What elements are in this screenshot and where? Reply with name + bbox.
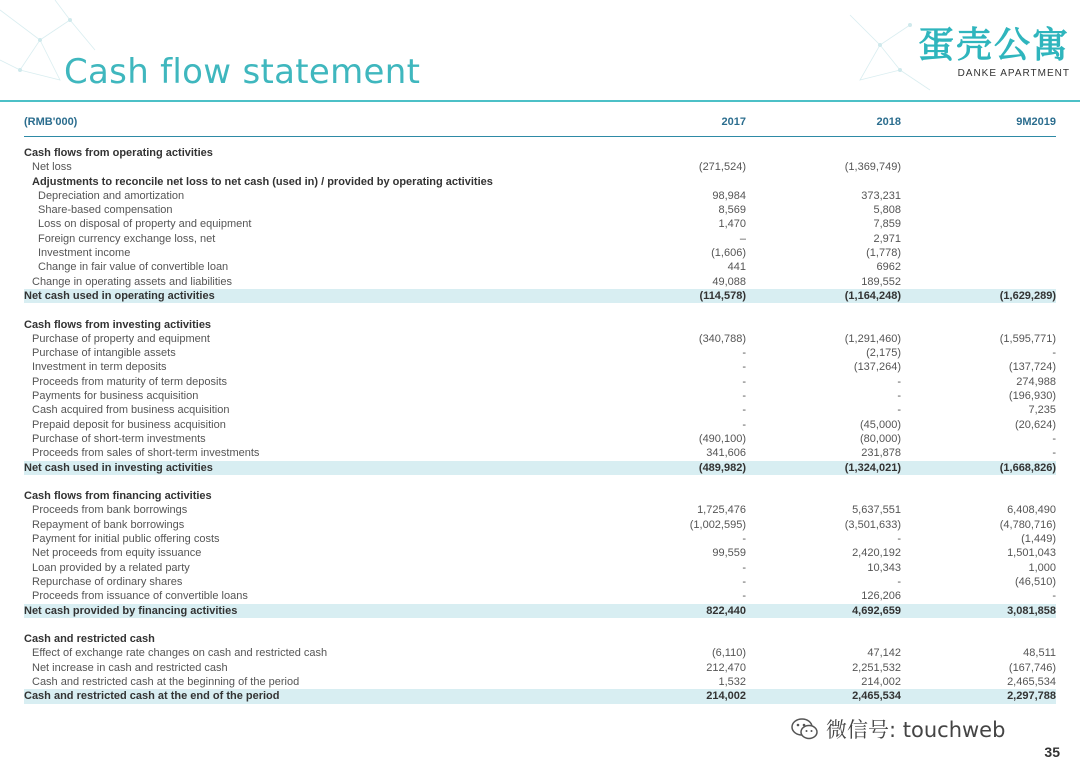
value-cell-9m2019: 1,000: [1028, 561, 1056, 574]
value-cell-2018: 4,692,659: [852, 604, 901, 617]
table-row: [24, 389, 1056, 403]
total-row: [24, 289, 1056, 303]
value-cell-2018: -: [897, 533, 901, 546]
value-cell-2018: 10,343: [867, 561, 901, 574]
value-cell-2017: (340,788): [698, 332, 746, 345]
row-label: Net cash provided by financing activities: [24, 604, 238, 617]
row-label: Purchase of short-term investments: [32, 432, 206, 445]
value-cell-9m2019: 7,235: [1028, 404, 1056, 417]
row-label: Payments for business acquisition: [32, 390, 199, 403]
value-cell-2017: 1,725,476: [697, 504, 746, 517]
value-cell-9m2019: -: [1052, 432, 1056, 445]
table-row: [24, 661, 1056, 675]
table-row: [24, 575, 1056, 589]
value-cell-2017: 822,440: [706, 604, 746, 617]
row-label: Investment in term deposits: [32, 361, 167, 374]
total-row: [24, 461, 1056, 475]
value-cell-2018: (2,175): [866, 347, 901, 360]
value-cell-2017: -: [742, 533, 746, 546]
value-cell-2018: 47,142: [867, 647, 901, 660]
table-row: [24, 375, 1056, 389]
row-label: Repayment of bank borrowings: [32, 518, 185, 531]
value-cell-9m2019: (1,595,771): [999, 332, 1056, 345]
title-divider: [0, 100, 1080, 102]
table-row: [24, 446, 1056, 460]
value-cell-2017: -: [742, 418, 746, 431]
value-cell-2018: 2,971: [873, 232, 901, 245]
page-number: 35: [1044, 744, 1060, 760]
section-header-row: [24, 632, 1056, 646]
row-label: Share-based compensation: [38, 204, 173, 217]
value-cell-9m2019: 274,988: [1016, 375, 1056, 388]
value-cell-2018: 126,206: [861, 590, 901, 603]
unit-label: (RMB'000): [24, 116, 78, 128]
value-cell-9m2019: (167,746): [1008, 661, 1056, 674]
value-cell-2018: (3,501,633): [844, 518, 901, 531]
value-cell-2017: 214,002: [706, 690, 746, 703]
value-cell-9m2019: 3,081,858: [1007, 604, 1056, 617]
value-cell-9m2019: 2,297,788: [1007, 690, 1056, 703]
row-label: Depreciation and amortization: [38, 189, 185, 202]
total-row: [24, 689, 1056, 703]
column-header-2018: 2018: [876, 116, 901, 128]
table-row: [24, 260, 1056, 274]
table-body: [24, 146, 1056, 704]
table-row: [24, 503, 1056, 517]
row-label: Loan provided by a related party: [32, 561, 190, 574]
header-rule: [24, 136, 1056, 137]
total-row: [24, 604, 1056, 618]
table-row: [24, 189, 1056, 203]
row-label: Cash flows from investing activities: [24, 318, 212, 331]
table-row: [24, 360, 1056, 374]
value-cell-2018: (1,324,021): [844, 461, 901, 474]
section-header-row: [24, 318, 1056, 332]
value-cell-2017: 8,569: [718, 204, 746, 217]
table-row: [24, 518, 1056, 532]
column-header-2017: 2017: [721, 116, 746, 128]
row-label: Payment for initial public offering costs: [32, 533, 220, 546]
value-cell-9m2019: (46,510): [1015, 575, 1056, 588]
table-row: [24, 675, 1056, 689]
value-cell-2017: (114,578): [699, 289, 746, 302]
row-label: Purchase of intangible assets: [32, 347, 176, 360]
value-cell-9m2019: -: [1052, 447, 1056, 460]
table-header: [24, 113, 1056, 131]
page-title: Cash flow statement: [64, 52, 421, 92]
value-cell-9m2019: (20,624): [1015, 418, 1056, 431]
value-cell-2017: 212,470: [706, 661, 746, 674]
table-row: [24, 403, 1056, 417]
value-cell-9m2019: (196,930): [1008, 390, 1056, 403]
section-header-row: [24, 489, 1056, 503]
table-row: [24, 203, 1056, 217]
value-cell-9m2019: -: [1052, 347, 1056, 360]
table-row: [24, 532, 1056, 546]
value-cell-2017: -: [742, 404, 746, 417]
value-cell-2017: -: [742, 347, 746, 360]
row-label: Cash acquired from business acquisition: [32, 404, 230, 417]
value-cell-2018: -: [897, 575, 901, 588]
row-label: Effect of exchange rate changes on cash and restricted cash: [32, 647, 328, 660]
value-cell-9m2019: (1,629,289): [999, 289, 1056, 302]
row-label: Cash and restricted cash: [24, 633, 155, 646]
value-cell-2017: 1,532: [718, 675, 746, 688]
value-cell-9m2019: 48,511: [1023, 647, 1056, 660]
value-cell-2017: (271,524): [698, 161, 746, 174]
table-row: [24, 346, 1056, 360]
watermark-text: 微信号: touchweb: [826, 718, 1006, 742]
value-cell-2018: (1,291,460): [844, 332, 901, 345]
wechat-watermark: [790, 714, 1005, 744]
brand-logo: [910, 26, 1070, 79]
table-row: [24, 175, 1056, 189]
row-label: Proceeds from sales of short-term investments: [32, 447, 260, 460]
value-cell-2017: (1,002,595): [689, 518, 746, 531]
table-row: [24, 646, 1056, 660]
value-cell-2017: -: [742, 390, 746, 403]
section-gap: [24, 475, 1056, 489]
table-row: [24, 275, 1056, 289]
row-label: Purchase of property and equipment: [32, 332, 210, 345]
row-label: Change in fair value of convertible loan: [38, 261, 229, 274]
row-label: Repurchase of ordinary shares: [32, 575, 183, 588]
value-cell-9m2019: 6,408,490: [1007, 504, 1056, 517]
value-cell-9m2019: (4,780,716): [999, 518, 1056, 531]
row-label: Foreign currency exchange loss, net: [38, 232, 216, 245]
logo-english: DANKE APARTMENT: [957, 68, 1070, 79]
value-cell-9m2019: (1,668,826): [999, 461, 1056, 474]
column-header-9m2019: 9M2019: [1016, 116, 1056, 128]
table-row: [24, 246, 1056, 260]
value-cell-2018: -: [897, 390, 901, 403]
value-cell-2017: 441: [727, 261, 746, 274]
value-cell-2018: (45,000): [860, 418, 901, 431]
table-row: [24, 418, 1056, 432]
value-cell-2018: (80,000): [860, 432, 901, 445]
value-cell-2017: 1,470: [718, 218, 746, 231]
row-label: Proceeds from issuance of convertible loans: [32, 590, 248, 603]
value-cell-9m2019: 2,465,534: [1007, 675, 1056, 688]
row-label: Prepaid deposit for business acquisition: [32, 418, 226, 431]
value-cell-2017: (490,100): [698, 432, 746, 445]
row-label: Cash flows from financing activities: [24, 490, 212, 503]
value-cell-2018: 214,002: [861, 675, 901, 688]
value-cell-2018: 6962: [876, 261, 901, 274]
table-row: [24, 546, 1056, 560]
row-label: Net loss: [32, 161, 72, 174]
value-cell-2017: (6,110): [711, 647, 746, 660]
value-cell-2017: 99,559: [712, 547, 746, 560]
value-cell-2017: (489,982): [698, 461, 746, 474]
value-cell-2017: 98,984: [712, 189, 746, 202]
value-cell-9m2019: (1,449): [1021, 533, 1056, 546]
value-cell-2017: –: [739, 232, 746, 245]
row-label: Cash flows from operating activities: [24, 147, 213, 159]
value-cell-2018: 2,465,534: [852, 690, 901, 703]
value-cell-2017: (1,606): [711, 247, 746, 260]
logo-chinese: 蛋壳公寓: [917, 25, 1070, 66]
value-cell-2017: -: [742, 575, 746, 588]
cash-flow-table: [24, 113, 1056, 704]
row-label: Net increase in cash and restricted cash: [32, 661, 228, 674]
value-cell-2018: (1,369,749): [844, 161, 901, 174]
row-label: Proceeds from maturity of term deposits: [32, 375, 228, 388]
wechat-icon: [790, 716, 820, 742]
value-cell-2018: -: [897, 404, 901, 417]
row-label: Net cash used in operating activities: [24, 289, 215, 302]
table-row: [24, 432, 1056, 446]
table-row: [24, 561, 1056, 575]
row-label: Net cash used in investing activities: [24, 461, 213, 474]
value-cell-9m2019: -: [1052, 590, 1056, 603]
table-row: [24, 332, 1056, 346]
section-gap: [24, 618, 1056, 632]
value-cell-2018: 373,231: [861, 189, 901, 202]
row-label: Loss on disposal of property and equipment: [38, 218, 252, 231]
row-label: Adjustments to reconcile net loss to net cash (used in) / provided by operating activities: [32, 175, 493, 188]
section-gap: [24, 303, 1056, 317]
value-cell-2017: 341,606: [706, 447, 746, 460]
value-cell-2017: -: [742, 361, 746, 374]
value-cell-2017: -: [742, 590, 746, 603]
value-cell-2018: (1,778): [866, 247, 901, 260]
value-cell-2018: 2,251,532: [852, 661, 901, 674]
value-cell-2018: 189,552: [861, 275, 901, 288]
row-label: Cash and restricted cash at the end of the period: [24, 690, 280, 703]
section-header-row: [24, 146, 1056, 160]
value-cell-2018: 7,859: [873, 218, 901, 231]
value-cell-2017: -: [742, 561, 746, 574]
row-label: Net proceeds from equity issuance: [32, 547, 202, 560]
value-cell-2018: 2,420,192: [852, 547, 901, 560]
value-cell-2017: 49,088: [712, 275, 746, 288]
row-label: Cash and restricted cash at the beginning of the period: [32, 675, 300, 688]
table-row: [24, 217, 1056, 231]
table-row: [24, 232, 1056, 246]
row-label: Investment income: [38, 247, 131, 260]
value-cell-2017: -: [742, 375, 746, 388]
value-cell-2018: 231,878: [861, 447, 901, 460]
table-row: [24, 589, 1056, 603]
value-cell-2018: (1,164,248): [844, 289, 901, 302]
value-cell-2018: 5,637,551: [852, 504, 901, 517]
value-cell-2018: -: [897, 375, 901, 388]
value-cell-9m2019: (137,724): [1008, 361, 1056, 374]
value-cell-2018: 5,808: [873, 204, 901, 217]
row-label: Proceeds from bank borrowings: [32, 504, 188, 517]
value-cell-2018: (137,264): [853, 361, 901, 374]
row-label: Change in operating assets and liabilities: [32, 275, 232, 288]
table-row: [24, 160, 1056, 174]
value-cell-9m2019: 1,501,043: [1007, 547, 1056, 560]
